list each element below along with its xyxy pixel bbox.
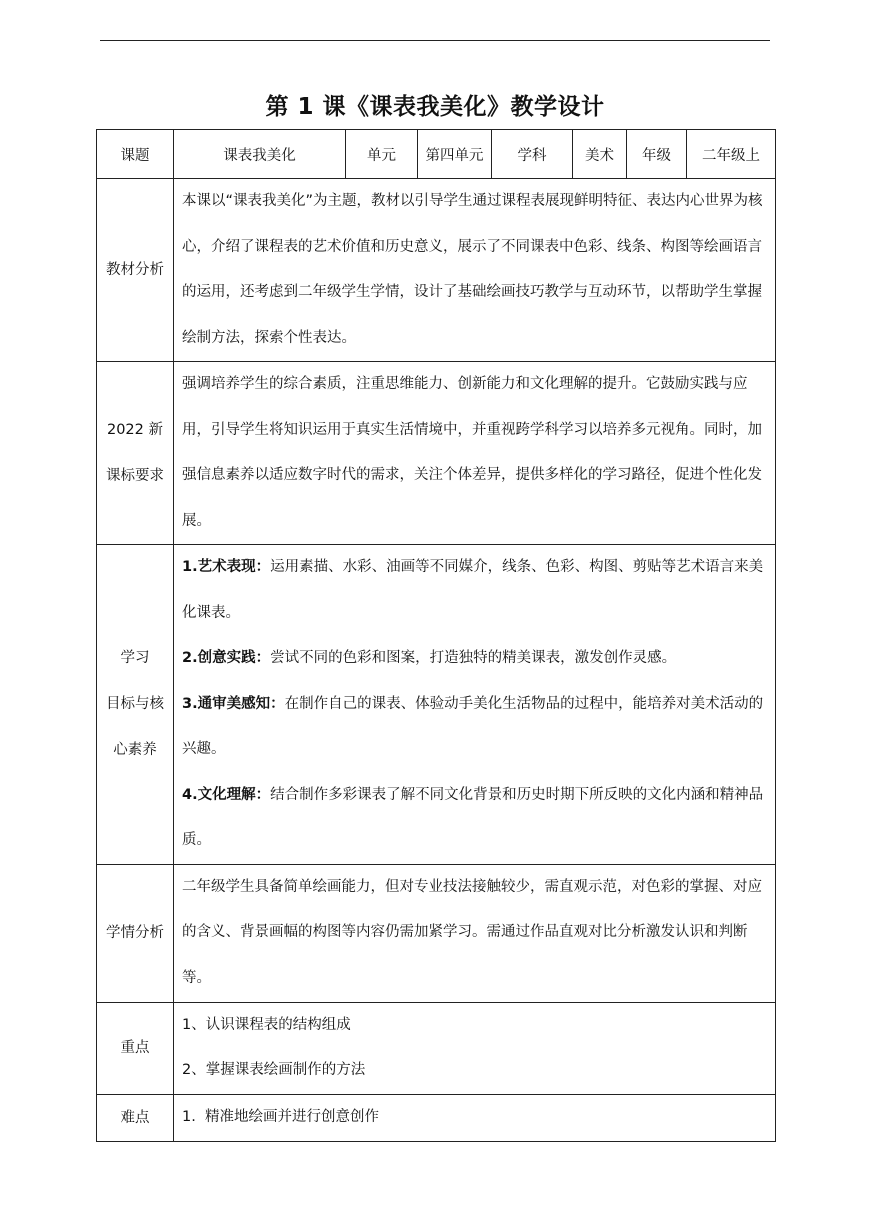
difficulties-list bbox=[174, 1094, 776, 1141]
objective-item bbox=[182, 773, 767, 864]
objective-text: 结合制作多彩课表了解不同文化背景和历史时期下所反映的文化内涵和精神品质。 bbox=[182, 786, 764, 848]
objectives-label-line3: 心素养 bbox=[113, 742, 157, 759]
key-points-label: 重点 bbox=[97, 1002, 174, 1094]
objective-title: 3.通审美感知： bbox=[182, 695, 285, 712]
key-points-list bbox=[174, 1002, 776, 1094]
objectives-row bbox=[97, 545, 776, 865]
curriculum-label-line2: 课标要求 bbox=[106, 468, 164, 484]
objectives-label-line2: 目标与核 bbox=[106, 696, 164, 713]
objective-title: 4.文化理解： bbox=[182, 786, 271, 803]
objective-title: 2.创意实践： bbox=[182, 650, 271, 666]
material-analysis-row bbox=[97, 179, 776, 362]
objectives-label-line1: 学习 bbox=[120, 650, 150, 667]
subject-value: 美术 bbox=[573, 130, 627, 179]
curriculum-row bbox=[97, 362, 776, 545]
student-analysis-text: 二年级学生具备简单绘画能力，但对专业技法接触较少，需直观示范，对色彩的掌握、对应的含义、背景画幅的构图等内容仍需加紧学习。需通过作品直观对比分析激发认识和判断等。 bbox=[174, 864, 776, 1002]
objective-item bbox=[182, 636, 767, 682]
material-analysis-label: 教材分析 bbox=[97, 179, 174, 362]
material-analysis-text: 本课以“课表我美化”为主题，教材以引导学生通过课程表展现鲜明特征、表达内心世界为核心，介绍了课程表的艺术价值和历史意义，展示了不同课表中色彩、线条、构图等绘画语言的运用，还考虑到二年级学生学情，设计了基础绘画技巧教学与互动环节，以帮助学生掌握绘制方法，探索个性表达。 bbox=[174, 179, 776, 362]
lesson-design-table bbox=[96, 129, 776, 1142]
key-point-item: 2、掌握课表绘画制作的方法 bbox=[182, 1062, 366, 1078]
grade-label: 年级 bbox=[627, 130, 687, 179]
difficulties-label: 难点 bbox=[97, 1094, 174, 1141]
curriculum-text: 强调培养学生的综合素质，注重思维能力、创新能力和文化理解的提升。它鼓励实践与应用，引导学生将知识运用于真实生活情境中，并重视跨学科学习以培养多元视角。同时，加强信息素养以适应数字时代的需求，关注个体差异，提供多样化的学习路径，促进个性化发展。 bbox=[174, 362, 776, 545]
key-point-item: 1、认识课程表的结构组成 bbox=[182, 1016, 351, 1033]
student-analysis-row bbox=[97, 864, 776, 1002]
objective-text: 在制作自己的课表、体验动手美化生活物品的过程中，能培养对美术活动的兴趣。 bbox=[182, 695, 764, 757]
student-analysis-label: 学情分析 bbox=[97, 864, 174, 1002]
header-row bbox=[97, 130, 776, 179]
grade-value: 二年级上 bbox=[687, 130, 776, 179]
objective-item bbox=[182, 545, 767, 636]
topic-label: 课题 bbox=[97, 130, 174, 179]
objectives-list bbox=[174, 545, 776, 865]
key-points-row bbox=[97, 1002, 776, 1094]
objective-title: 1.艺术表现： bbox=[182, 559, 271, 575]
objective-item bbox=[182, 682, 767, 773]
subject-label: 学科 bbox=[492, 130, 573, 179]
objective-text: 运用素描、水彩、油画等不同媒介，线条、色彩、构图、剪贴等艺术语言来美化课表。 bbox=[182, 559, 764, 621]
curriculum-label-line1: 2022 新 bbox=[106, 422, 163, 438]
objective-text: 尝试不同的色彩和图案，打造独特的精美课表，激发创作灵感。 bbox=[270, 650, 677, 666]
objectives-label bbox=[97, 545, 174, 865]
header-rule bbox=[100, 40, 770, 41]
document-title: 第 1 课《课表我美化》教学设计 bbox=[265, 94, 605, 120]
unit-label: 单元 bbox=[346, 130, 418, 179]
difficulty-item: 1. 精准地绘画并进行创意创作 bbox=[182, 1108, 380, 1125]
curriculum-label bbox=[97, 362, 174, 545]
unit-value: 第四单元 bbox=[418, 130, 492, 179]
difficulties-row bbox=[97, 1094, 776, 1141]
topic-value: 课表我美化 bbox=[174, 130, 346, 179]
